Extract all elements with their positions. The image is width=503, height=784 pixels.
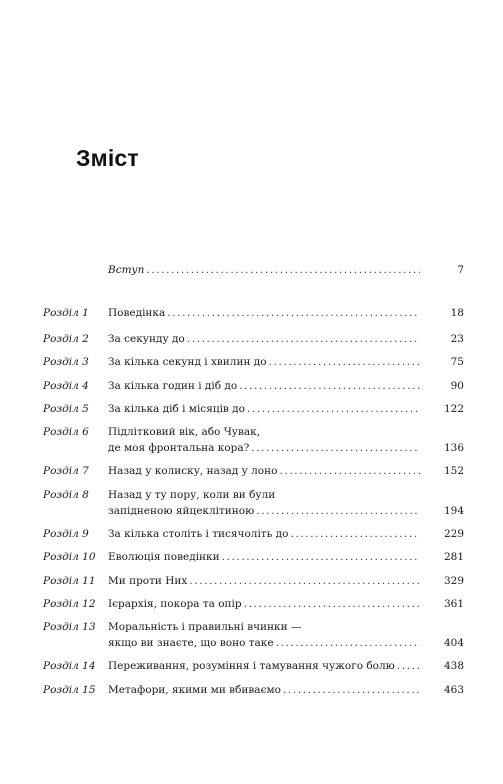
dot-leader [189, 573, 420, 589]
toc-entry-title [108, 354, 420, 370]
toc-entry-title-line: За кілька секунд і хвилин до [108, 356, 267, 368]
chapter-label: Розділ 4 [43, 380, 89, 392]
toc-entry-page: 136 [443, 442, 464, 454]
chapter-label: Розділ 13 [43, 621, 96, 633]
toc-entry-title-line: Еволюція поведінки [108, 551, 220, 563]
toc-entry-title-line: За секунду до [108, 333, 185, 345]
chapter-label: Розділ 5 [43, 403, 89, 415]
toc-entry-page: 18 [450, 307, 464, 319]
dot-leader [397, 658, 420, 674]
toc-entry-page: 194 [443, 505, 464, 517]
toc-entry-title [108, 619, 420, 651]
toc-entry-title-line: Моральність і правильні вчинки — [108, 621, 302, 633]
toc-entry-title [108, 401, 420, 417]
toc-entry-title [108, 424, 420, 456]
toc-entry-title-line: Вступ [108, 264, 145, 276]
dot-leader [290, 526, 420, 542]
toc-entry-title [108, 487, 420, 519]
toc-entry-title [108, 573, 420, 589]
chapter-label: Розділ 9 [43, 528, 89, 540]
toc-entry-title-line: Назад у колиску, назад у лоно [108, 465, 278, 477]
toc-entry-title [108, 463, 420, 479]
toc-entry-title-line: За кілька діб і місяців до [108, 403, 245, 415]
toc-entry-title-line: якщо ви знаєте, що воно таке [108, 637, 274, 649]
chapter-label: Розділ 3 [43, 356, 89, 368]
chapter-label: Розділ 15 [43, 684, 96, 696]
toc-entry-page: 329 [443, 575, 464, 587]
dot-leader [222, 549, 420, 565]
chapter-label: Розділ 7 [43, 465, 89, 477]
chapter-label: Розділ 1 [43, 307, 89, 319]
toc-entry-title [108, 378, 420, 394]
chapter-label: Розділ 8 [43, 489, 89, 501]
dot-leader [279, 463, 420, 479]
toc-entry-title-line: За кілька годин і діб до [108, 380, 238, 392]
toc-entry-page: 229 [443, 528, 464, 540]
chapter-label: Розділ 6 [43, 426, 89, 438]
chapter-label: Розділ 12 [43, 598, 96, 610]
toc-entry-page: 361 [443, 598, 464, 610]
toc-entry-page: 90 [450, 380, 464, 392]
dot-leader [239, 378, 420, 394]
chapter-label: Розділ 11 [43, 575, 96, 587]
toc-entry-page: 152 [443, 465, 464, 477]
toc-entry-title-line: Підлітковий вік, або Чувак, [108, 426, 261, 438]
toc-entry-page: 122 [443, 403, 464, 415]
toc-entry-page: 23 [450, 333, 464, 345]
toc-entry-page: 7 [457, 264, 464, 276]
chapter-label: Розділ 10 [43, 551, 96, 563]
toc-entry-title-line: де моя фронтальна кора? [108, 442, 250, 454]
toc-entry-page: 281 [443, 551, 464, 563]
toc-entry-title-line: Назад у ту пору, коли ви були [108, 489, 276, 501]
toc-entry-title-line: Ієрархія, покора та опір [108, 598, 242, 610]
chapter-label: Розділ 2 [43, 333, 89, 345]
dot-leader [256, 503, 420, 519]
toc-entry-title [108, 596, 420, 612]
toc-entry-title [108, 682, 420, 698]
chapter-label: Розділ 14 [43, 660, 96, 672]
toc-heading: Зміст [76, 145, 139, 171]
dot-leader [167, 305, 420, 321]
dot-leader [269, 354, 420, 370]
toc-entry-title [108, 658, 420, 674]
toc-entry-title [108, 305, 420, 321]
toc-entry-title-line: Переживання, розуміння і тамування чужого болю [108, 660, 395, 672]
dot-leader [244, 596, 420, 612]
toc-entry-title-line: Поведінка [108, 307, 166, 319]
toc-entry-title-line: За кілька століть і тисячоліть до [108, 528, 289, 540]
toc-entry-page: 463 [443, 684, 464, 696]
toc-entry-title [108, 331, 420, 347]
dot-leader [247, 401, 420, 417]
toc-entry-page: 75 [450, 356, 464, 368]
toc-entry-page: 404 [443, 637, 464, 649]
toc-entry-title [108, 262, 420, 278]
toc-entry-title [108, 549, 420, 565]
toc-entry-title [108, 526, 420, 542]
toc-entry-title-line: Метафори, якими ми вбиваємо [108, 684, 281, 696]
toc-entry-title-line: Ми проти Них [108, 575, 188, 587]
dot-leader [283, 682, 420, 698]
dot-leader [187, 331, 420, 347]
dot-leader [276, 635, 420, 651]
toc-entry-page: 438 [443, 660, 464, 672]
dot-leader [251, 440, 420, 456]
dot-leader [146, 262, 420, 278]
toc-entry-title-line: запідненою яйцеклітиною [108, 505, 255, 517]
